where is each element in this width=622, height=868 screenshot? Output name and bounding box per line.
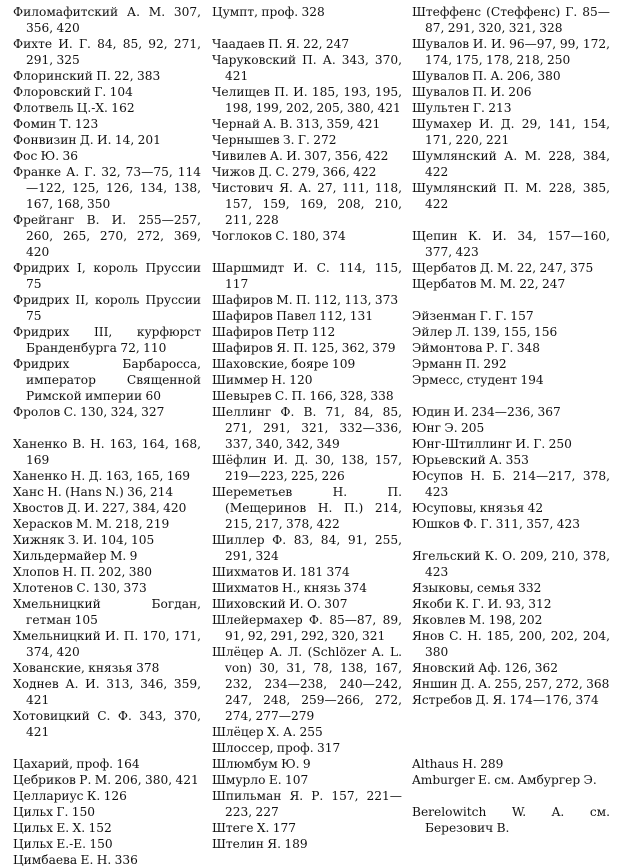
index-entry: Якоби К. Г. И. 93, 312: [412, 597, 552, 611]
index-entry: Шихматов И. 181 374: [212, 565, 350, 579]
index-entry: Фрейганг В. И. 255—257, 260, 265, 270, 272, 369, 420: [13, 213, 201, 259]
section-gap: [412, 788, 610, 804]
index-entry: Шлёцер А. Л. (Schlözer A. L. von) 30, 31, 78, 138, 167, 232, 234—238, 240—242, 247, 248, 259—266, 272, 274, 277—279: [212, 645, 402, 723]
index-entry: Филомафитский А. М. 307, 356, 420: [13, 5, 201, 35]
index-entry: Чернай А. В. 313, 359, 421: [212, 117, 381, 131]
index-entry: Эйзенман Г. Г. 157: [412, 309, 534, 323]
index-entry: Целлариус К. 126: [13, 789, 127, 803]
index-entry: Хотовицкий С. Ф. 343, 370, 421: [13, 709, 201, 739]
index-entry: Юсуповы, князья 42: [412, 501, 544, 515]
index-entry: Ханенко В. Н. 163, 164, 168, 169: [13, 437, 201, 467]
index-entry: Шультен Г. 213: [412, 101, 512, 115]
index-entry: Чижов Д. С. 279, 366, 422: [212, 165, 377, 179]
index-entry: Шумахер И. Д. 29, 141, 154, 171, 220, 221: [412, 117, 610, 147]
index-entry: Херасков М. М. 218, 219: [13, 517, 170, 531]
index-entry: Щепин К. И. 34, 157—160, 377, 423: [412, 229, 610, 259]
index-entry: Цимбаева Е. Н. 336: [13, 853, 138, 867]
index-entry: Цебриков Р. М. 206, 380, 421: [13, 773, 199, 787]
index-entry: Эрманн П. 292: [412, 357, 507, 371]
section-gap: [212, 20, 402, 36]
index-entry: Шереметьев Н. П. (Мещеринов Н. П.) 214, 215, 217, 378, 422: [212, 485, 402, 531]
index-entry: Эрмесс, студент 194: [412, 373, 544, 387]
index-entry: Эймонтова Р. Г. 348: [412, 341, 540, 355]
index-entry: Флоринский П. 22, 383: [13, 69, 161, 83]
index-entry: Штелин Я. 189: [212, 837, 308, 851]
index-entry: Berelowitch W. A. см. Березович В.: [412, 805, 610, 835]
index-entry: Фос Ю. 36: [13, 149, 78, 163]
index-entry: Юшков Ф. Г. 311, 357, 423: [412, 517, 581, 531]
index-entry: Юсупов Н. Б. 214—217, 378, 423: [412, 469, 610, 499]
index-entry: Фомин Т. 123: [13, 117, 99, 131]
index-entry: Amburger E. см. Амбургер Э.: [412, 773, 597, 787]
index-entry: Чивилев А. И. 307, 356, 422: [212, 149, 389, 163]
index-entry: Юнг-Штиллинг И. Г. 250: [412, 437, 572, 451]
index-entry: Флотвель Ц.-Х. 162: [13, 101, 135, 115]
section-gap: [412, 388, 610, 404]
index-entry: Шихматов Н., князь 374: [212, 581, 368, 595]
index-entry: Цумпт, проф. 328: [212, 5, 325, 19]
index-entry: Шафиров М. П. 112, 113, 373: [212, 293, 399, 307]
section-gap: [412, 532, 610, 548]
section-gap: [412, 292, 610, 308]
index-entry: Ханс Н. (Hans N.) 36, 214: [13, 485, 174, 499]
section-gap: [212, 244, 402, 260]
index-entry: Чистович Я. А. 27, 111, 118, 157, 159, 169, 208, 210, 211, 228: [212, 181, 402, 227]
index-entry: Цильх Е.-Е. 150: [13, 837, 113, 851]
index-column-1: [13, 4, 201, 868]
index-entry: Языковы, семья 332: [412, 581, 542, 595]
index-column-2: [212, 4, 402, 852]
index-entry: Щербатов М. М. 22, 247: [412, 277, 566, 291]
index-entry: Штеге Х. 177: [212, 821, 297, 835]
index-entry: Ходнев А. И. 313, 346, 359, 421: [13, 677, 201, 707]
index-entry: Чоглоков С. 180, 374: [212, 229, 346, 243]
index-entry: Челищев П. И. 185, 193, 195, 198, 199, 202, 205, 380, 421: [212, 85, 402, 115]
index-entry: Шмурло Е. 107: [212, 773, 309, 787]
index-entry: Шувалов П. И. 206: [412, 85, 532, 99]
index-entry: Яковлев М. 198, 202: [412, 613, 543, 627]
index-entry: Хмельницкий Богдан, гетман 105: [13, 597, 201, 627]
index-entry: Штеффенс (Стеффенс) Г. 85—87, 291, 320, 321, 328: [412, 5, 610, 35]
index-entry: Юрьевский А. 353: [412, 453, 529, 467]
index-entry: Шумлянский П. М. 228, 385, 422: [412, 181, 610, 211]
index-entry: Шафиров Я. П. 125, 362, 379: [212, 341, 396, 355]
index-entry: Шаховские, бояре 109: [212, 357, 356, 371]
section-gap: [412, 212, 610, 228]
index-entry: Шувалов П. А. 206, 380: [412, 69, 561, 83]
index-entry: Шпильман Я. Р. 157, 221—223, 227: [212, 789, 402, 819]
index-entry: Хмельницкий И. П. 170, 171, 374, 420: [13, 629, 201, 659]
index-entry: Чаруковский П. А. 343, 370, 421: [212, 53, 402, 83]
index-entry: Шумлянский А. М. 228, 384, 422: [412, 149, 610, 179]
index-entry: Юнг Э. 205: [412, 421, 485, 435]
index-entry: Althaus H. 289: [412, 757, 504, 771]
index-entry: Фихте И. Г. 84, 85, 92, 271, 291, 325: [13, 37, 201, 67]
index-entry: Чаадаев П. Я. 22, 247: [212, 37, 350, 51]
index-entry: Щербатов Д. М. 22, 247, 375: [412, 261, 594, 275]
index-entry: Цильх Г. 150: [13, 805, 95, 819]
index-entry: Шиховский И. О. 307: [212, 597, 348, 611]
index-entry: Цильх Е. Х. 152: [13, 821, 112, 835]
index-entry: Шевырев С. П. 166, 328, 338: [212, 389, 394, 403]
index-entry: Ягельский К. О. 209, 210, 378, 423: [412, 549, 610, 579]
index-entry: Чернышев З. Г. 272: [212, 133, 337, 147]
section-gap: [13, 420, 201, 436]
index-entry: Шлюмбум Ю. 9: [212, 757, 311, 771]
index-entry: Шеллинг Ф. В. 71, 84, 85, 271, 291, 321, 332—336, 337, 340, 342, 349: [212, 405, 402, 451]
index-entry: Хвостов Д. И. 227, 384, 420: [13, 501, 187, 515]
index-entry: Шиммер Н. 120: [212, 373, 313, 387]
index-entry: Яншин Д. А. 255, 257, 272, 368: [412, 677, 610, 691]
index-entry: Фролов С. 130, 324, 327: [13, 405, 165, 419]
index-entry: Фридрих Барбаросса, император Священной Римской империи 60: [13, 357, 201, 403]
index-entry: Цахарий, проф. 164: [13, 757, 140, 771]
index-entry: Шлейермахер Ф. 85—87, 89, 91, 92, 291, 292, 320, 321: [212, 613, 402, 643]
index-entry: Шёфлин И. Д. 30, 138, 157, 219—223, 225, 226: [212, 453, 402, 483]
index-entry: Хильдермайер М. 9: [13, 549, 138, 563]
index-entry: Фридрих II, король Пруссии 75: [13, 293, 201, 323]
section-gap: [412, 708, 610, 724]
index-entry: Флоровский Г. 104: [13, 85, 133, 99]
index-entry: Юдин И. 234—236, 367: [412, 405, 561, 419]
index-entry: Шафиров Петр 112: [212, 325, 336, 339]
index-entry: Шлоссер, проф. 317: [212, 741, 341, 755]
index-entry: Шлёцер Х. А. 255: [212, 725, 323, 739]
index-entry: Шаршмидт И. С. 114, 115, 117: [212, 261, 402, 291]
section-gap: [13, 740, 201, 756]
index-entry: Франке А. Г. 32, 73—75, 114—122, 125, 126, 134, 138, 167, 168, 350: [13, 165, 201, 211]
index-entry: Хлотенов С. 130, 373: [13, 581, 147, 595]
index-column-3: [412, 4, 610, 836]
index-entry: Хованские, князья 378: [13, 661, 160, 675]
index-entry: Янов С. Н. 185, 200, 202, 204, 380: [412, 629, 610, 659]
section-gap: [412, 740, 610, 756]
index-entry: Хлопов Н. П. 202, 380: [13, 565, 152, 579]
index-entry: Ястребов Д. Я. 174—176, 374: [412, 693, 599, 707]
index-entry: Яновский Аф. 126, 362: [412, 661, 559, 675]
index-entry: Эйлер Л. 139, 155, 156: [412, 325, 558, 339]
index-entry: Шиллер Ф. 83, 84, 91, 255, 291, 324: [212, 533, 402, 563]
index-entry: Фридрих III, курфюрст Бранденбурга 72, 110: [13, 325, 201, 355]
index-entry: Шувалов И. И. 96—97, 99, 172, 174, 175, 178, 218, 250: [412, 37, 610, 67]
alphabet-gap: [412, 724, 610, 740]
index-entry: Фридрих I, король Пруссии 75: [13, 261, 201, 291]
index-entry: Фонвизин Д. И. 14, 201: [13, 133, 161, 147]
index-entry: Ханенко Н. Д. 163, 165, 169: [13, 469, 191, 483]
index-entry: Хижняк З. И. 104, 105: [13, 533, 155, 547]
index-entry: Шафиров Павел 112, 131: [212, 309, 374, 323]
